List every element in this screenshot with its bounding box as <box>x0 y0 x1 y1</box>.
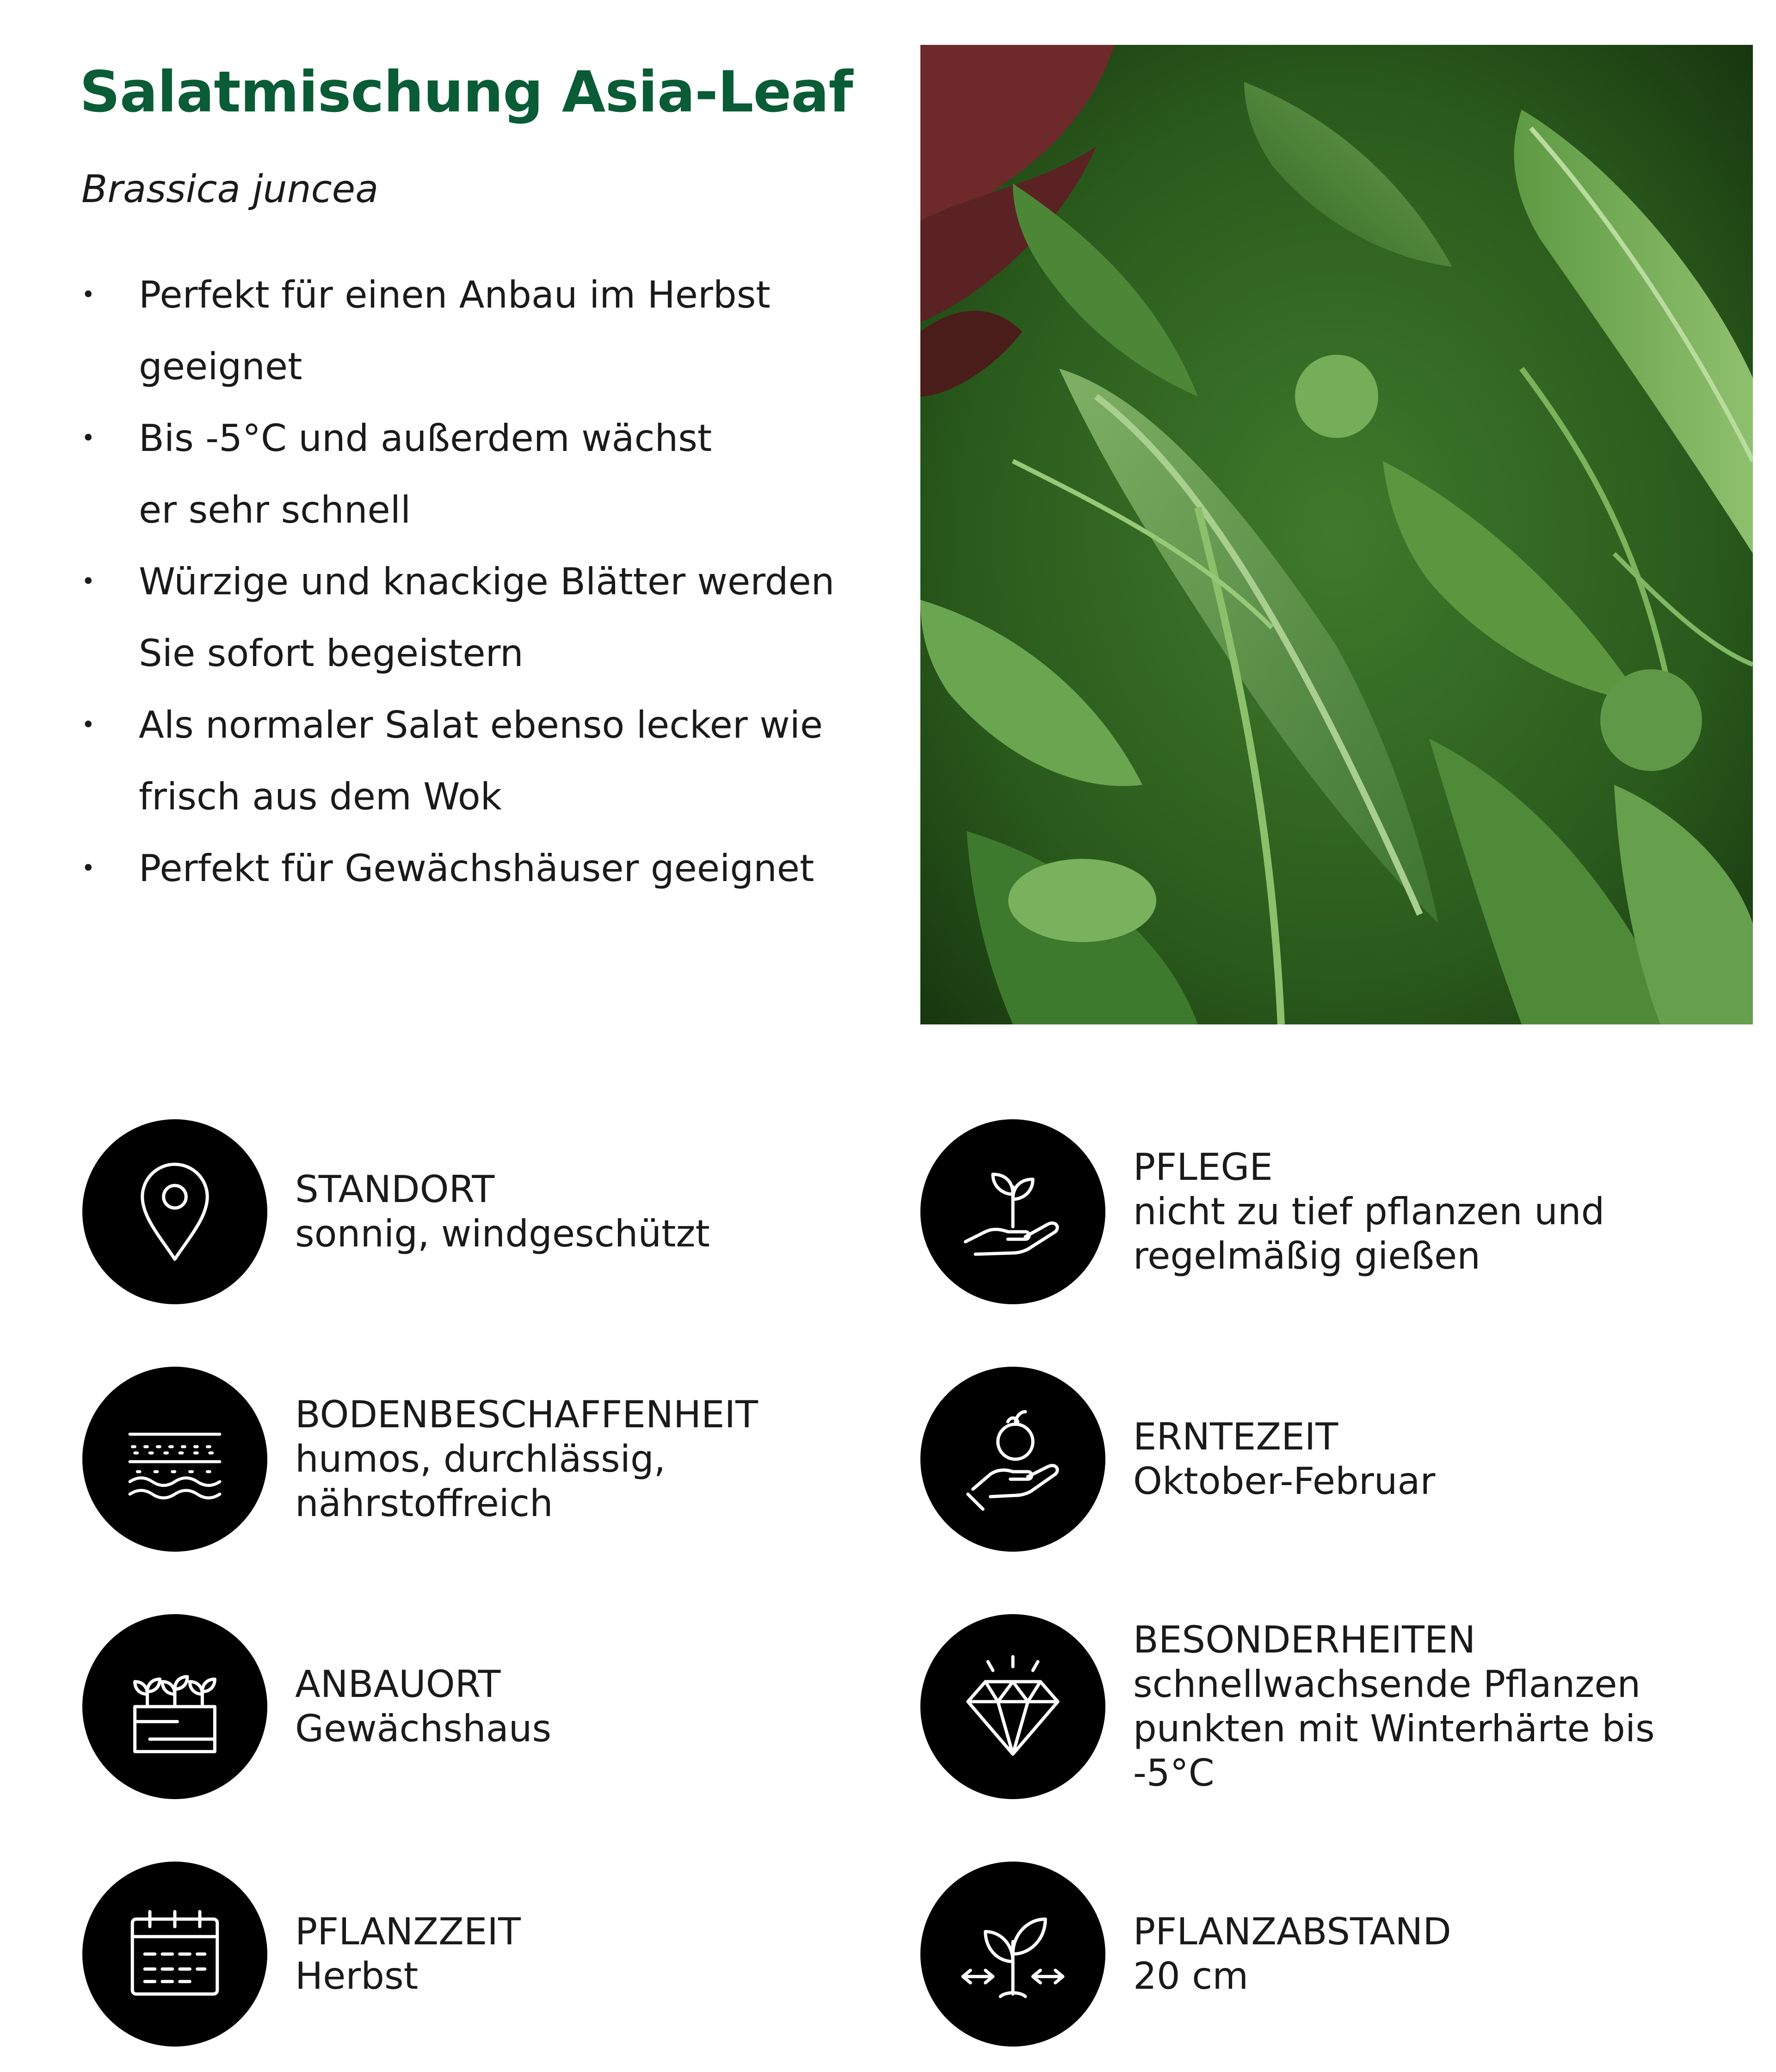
bullet-dot-icon: • <box>81 425 95 451</box>
feature-value: nicht zu tief pflanzen und <box>1133 1190 1605 1233</box>
feature-value: punkten mit Winterhärte bis -5°C <box>1133 1707 1655 1794</box>
list-item: • Perfekt für Gewächshäuser geeignet <box>81 832 914 904</box>
list-item-continuation: er sehr schnell <box>139 488 411 531</box>
feature-standort <box>82 1119 896 1304</box>
feature-heading: PFLANZABSTAND <box>1133 1910 1451 1953</box>
feature-besonderheiten <box>920 1614 1734 1799</box>
feature-anbauort <box>82 1614 896 1799</box>
feature-heading: BODENBESCHAFFENHEIT <box>295 1393 758 1436</box>
feature-value: schnellwachsende Pflanzen <box>1133 1663 1641 1706</box>
latin-name: Brassica juncea <box>81 167 379 211</box>
list-item: • Bis -5°C und außerdem wächst <box>81 402 914 474</box>
bullet-dot-icon: • <box>81 568 95 595</box>
list-item-continuation: frisch aus dem Wok <box>139 775 502 818</box>
plant-spacing-icon <box>920 1862 1105 2047</box>
salad-leaves-photo <box>920 45 1753 1024</box>
feature-pflege <box>920 1119 1734 1304</box>
feature-heading: STANDORT <box>295 1168 495 1211</box>
feature-value: Herbst <box>295 1955 419 1998</box>
feature-pflanzabstand <box>920 1862 1734 2047</box>
feature-value: nährstoffreich <box>295 1482 553 1525</box>
feature-value: Gewächshaus <box>295 1707 552 1750</box>
feature-heading: PFLANZZEIT <box>295 1910 521 1953</box>
feature-heading: BESONDERHEITEN <box>1133 1618 1476 1661</box>
bullet-dot-icon: • <box>81 711 95 738</box>
product-title: Salatmischung Asia-Leaf <box>80 59 853 125</box>
planter-box-icon <box>82 1614 267 1799</box>
bullet-dot-icon: • <box>81 855 95 882</box>
feature-heading: PFLEGE <box>1133 1146 1273 1189</box>
soil-layers-icon <box>82 1367 267 1552</box>
feature-pflanzzeit <box>82 1862 896 2047</box>
feature-heading: ERNTEZEIT <box>1133 1415 1338 1458</box>
hand-fruit-icon <box>920 1367 1105 1552</box>
calendar-icon <box>82 1862 267 2047</box>
list-item-continuation: Sie sofort begeistern <box>139 632 524 675</box>
feature-value: regelmäßig gießen <box>1133 1234 1480 1277</box>
hand-seedling-icon <box>920 1119 1105 1304</box>
list-item: • Würzige und knackige Blätter werden <box>81 546 914 617</box>
feature-heading: ANBAUORT <box>295 1663 501 1706</box>
diamond-icon <box>920 1614 1105 1799</box>
feature-value: Oktober-Februar <box>1133 1460 1436 1503</box>
feature-bullet-list <box>81 259 914 904</box>
feature-erntezeit <box>920 1367 1734 1552</box>
bullet-dot-icon: • <box>81 281 95 308</box>
feature-value: sonnig, windgeschützt <box>295 1212 710 1255</box>
feature-value: 20 cm <box>1133 1955 1249 1998</box>
list-item: • Perfekt für einen Anbau im Herbst geeignet <box>81 259 914 402</box>
feature-value: humos, durchlässig, <box>295 1437 666 1480</box>
list-item: • Als normaler Salat ebenso lecker wie <box>81 689 914 761</box>
feature-boden <box>82 1367 896 1552</box>
location-pin-icon <box>82 1119 267 1304</box>
